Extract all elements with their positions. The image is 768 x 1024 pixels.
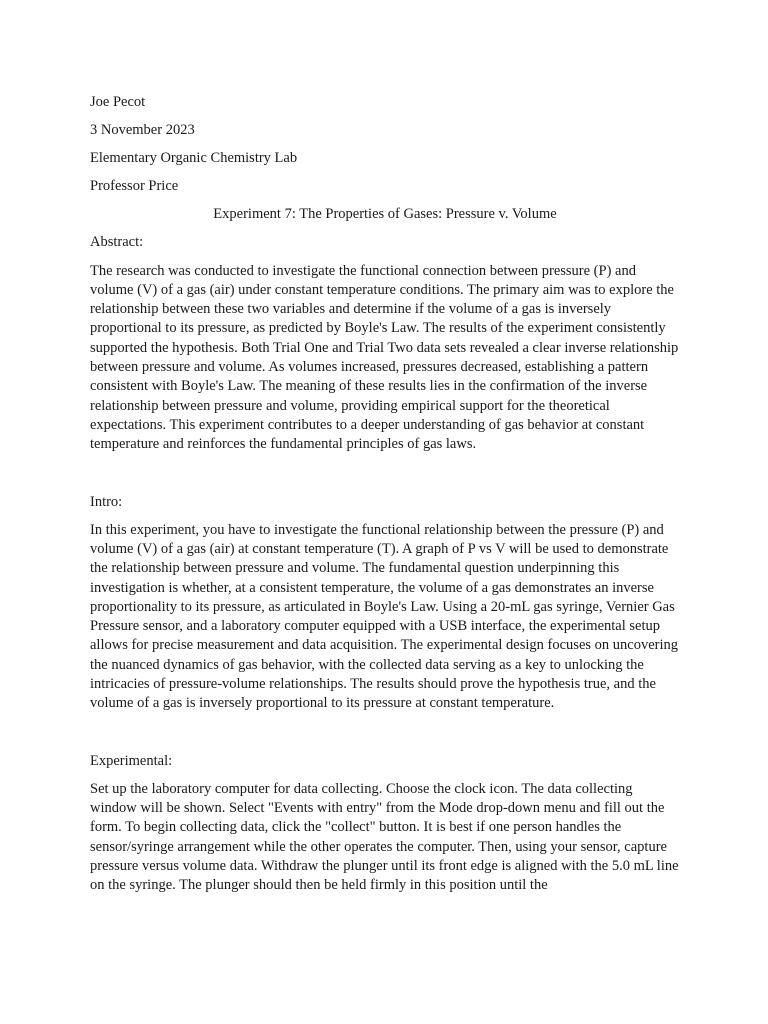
abstract-paragraph: The research was conducted to investigate the functional connection between pressure (P) and volume (V) of a gas (air) under constant temperature conditions. The primary aim was to explore the relationship between these two variables and determine if the volume of a gas is inversely proportional to its pressure, as predicted by Boyle's Law. The results of the experiment consistently supported the hypothesis. Both Trial One and Trial Two data sets revealed a clear inverse relationship between pressure and volume. As volumes increased, pressures decreased, establishing a pattern consistent with Boyle's Law. The meaning of these results lies in the confirmation of the inverse relationship between pressure and volume, providing empirical support for the theoretical expectations. This experiment contributes to a deeper understanding of gas behavior at constant temperature and reinforces the fundamental principles of gas laws. <box>90 262 679 453</box>
document-title: Experiment 7: The Properties of Gases: Pressure v. Volume <box>213 206 557 223</box>
abstract-heading: Abstract: <box>90 234 144 251</box>
document-date: 3 November 2023 <box>90 122 195 139</box>
section-spacer <box>90 455 680 493</box>
professor-name: Professor Price <box>90 178 179 195</box>
document-body <box>90 93 680 895</box>
intro-heading: Intro: <box>90 493 123 510</box>
intro-paragraph: In this experiment, you have to investigate the functional relationship between the pressure (P) and volume (V) of a gas (air) at constant temperature (T). A graph of P vs V will be used to demonstrate the relationship between pressure and volume. The fundamental question underpinning this investigation is whether, at a consistent temperature, the volume of a gas demonstrates an inverse proportionality to its pressure, as articulated in Boyle's Law. Using a 20-mL gas syringe, Vernier Gas Pressure sensor, and a laboratory computer equipped with a USB interface, the experimental setup allows for precise measurement and data acquisition. The experimental design focuses on uncovering the nuanced dynamics of gas behavior, with the collected data serving as a key to unlocking the intricacies of pressure-volume relationships. The results should prove the hypothesis true, and the volume of a gas is inversely proportional to its pressure at constant temperature. <box>90 521 679 712</box>
experimental-paragraph: Set up the laboratory computer for data collecting. Choose the clock icon. The data collecting window will be shown. Select "Events with entry" from the Mode drop-down menu and fill out the form. To begin collecting data, click the "collect" button. It is best if one person handles the sensor/syringe arrangement while the other operates the computer. Then, using your sensor, capture pressure versus volume data. Withdraw the plunger until its front edge is aligned with the 5.0 mL line on the syringe. The plunger should then be held firmly in this position until the <box>90 780 679 894</box>
section-spacer <box>90 714 680 752</box>
course-name: Elementary Organic Chemistry Lab <box>90 150 298 167</box>
experimental-heading: Experimental: <box>90 752 173 769</box>
author-name: Joe Pecot <box>90 94 146 110</box>
